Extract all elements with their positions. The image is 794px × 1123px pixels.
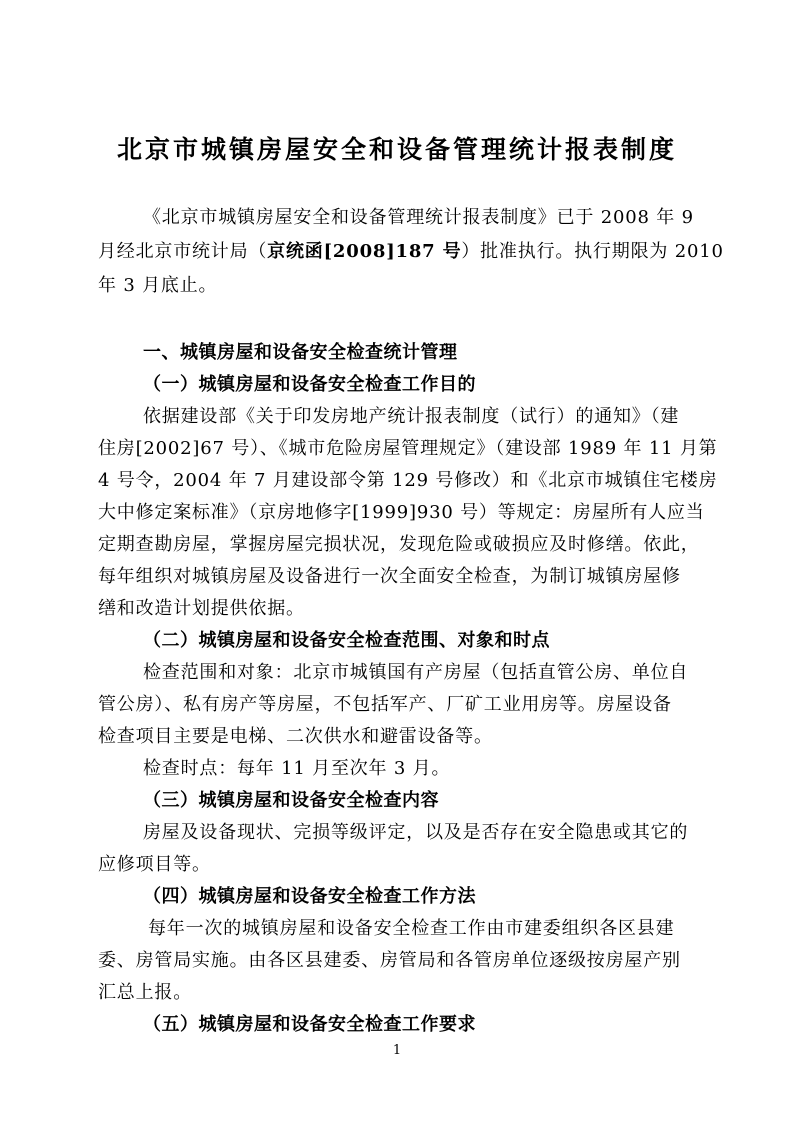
section-1-heading: 一、城镇房屋和设备安全检查统计管理 [143,342,458,363]
subsection-3-line-2: 应修项目等。 [98,854,211,875]
subsection-1-heading: （一）城镇房屋和设备安全检查工作目的 [143,374,476,395]
subsection-2-line-2: 管公房）、私有房产等房屋，不包括军产、厂矿工业用房等。房屋设备 [98,694,672,715]
subsection-5-heading: （五）城镇房屋和设备安全检查工作要求 [143,1014,476,1035]
subsection-4-line-2: 委、房管局实施。由各区县建委、房管局和各管房单位逐级按房屋产别 [98,950,681,971]
subsection-1-line-7: 缮和改造计划提供依据。 [98,598,305,619]
subsection-2-line-1: 检查范围和对象：北京市城镇国有产房屋（包括直管公房、单位自 [143,662,689,683]
intro-line-2-post: ）批准执行。执行期限为 2010 [461,241,724,262]
subsection-1-line-4: 大中修定案标准》（京房地修字[1999]930 号）等规定：房屋所有人应当 [98,502,705,523]
subsection-4-line-1: 每年一次的城镇房屋和设备安全检查工作由市建委组织各区县建 [148,918,675,939]
subsection-2-line-3: 检查项目主要是电梯、二次供水和避雷设备等。 [98,726,493,747]
subsection-4-line-3: 汇总上报。 [98,982,192,1003]
subsection-2-line-4: 检查时点：每年 11 月至次年 3 月。 [143,758,451,779]
intro-line-1: 《北京市城镇房屋安全和设备管理统计报表制度》已于 2008 年 9 [143,207,694,228]
intro-line-2 [98,237,724,263]
intro-line-2-pre: 月经北京市统计局（ [98,241,268,262]
subsection-3-heading: （三）城镇房屋和设备安全检查内容 [143,790,439,811]
subsection-3-line-1: 房屋及设备现状、完损等级评定，以及是否存在安全隐患或其它的 [143,822,689,843]
subsection-1-line-2: 住房[2002]67 号）、《城市危险房屋管理规定》（建设部 1989 年 11 月第 [98,438,718,459]
subsection-1-line-1: 依据建设部《关于印发房地产统计报表制度（试行）的通知》（建 [143,406,680,427]
subsection-1-line-6: 每年组织对城镇房屋及设备进行一次全面安全检查，为制订城镇房屋修 [98,566,681,587]
subsection-2-heading: （二）城镇房屋和设备安全检查范围、对象和时点 [143,630,550,651]
document-title: 北京市城镇房屋安全和设备管理统计报表制度 [116,135,677,164]
subsection-1-line-3: 4 号令，2004 年 7 月建设部令第 129 号修改）和《北京市城镇住宅楼房 [98,470,718,491]
page-number: 1 [392,1043,402,1058]
subsection-4-heading: （四）城镇房屋和设备安全检查工作方法 [143,886,476,907]
approval-document-number: 京统函[2008]187 号 [267,241,462,262]
intro-line-3: 年 3 月底止。 [98,275,218,296]
subsection-1-line-5: 定期查勘房屋，掌握房屋完损状况，发现危险或破损应及时修缮。依此， [98,534,700,555]
